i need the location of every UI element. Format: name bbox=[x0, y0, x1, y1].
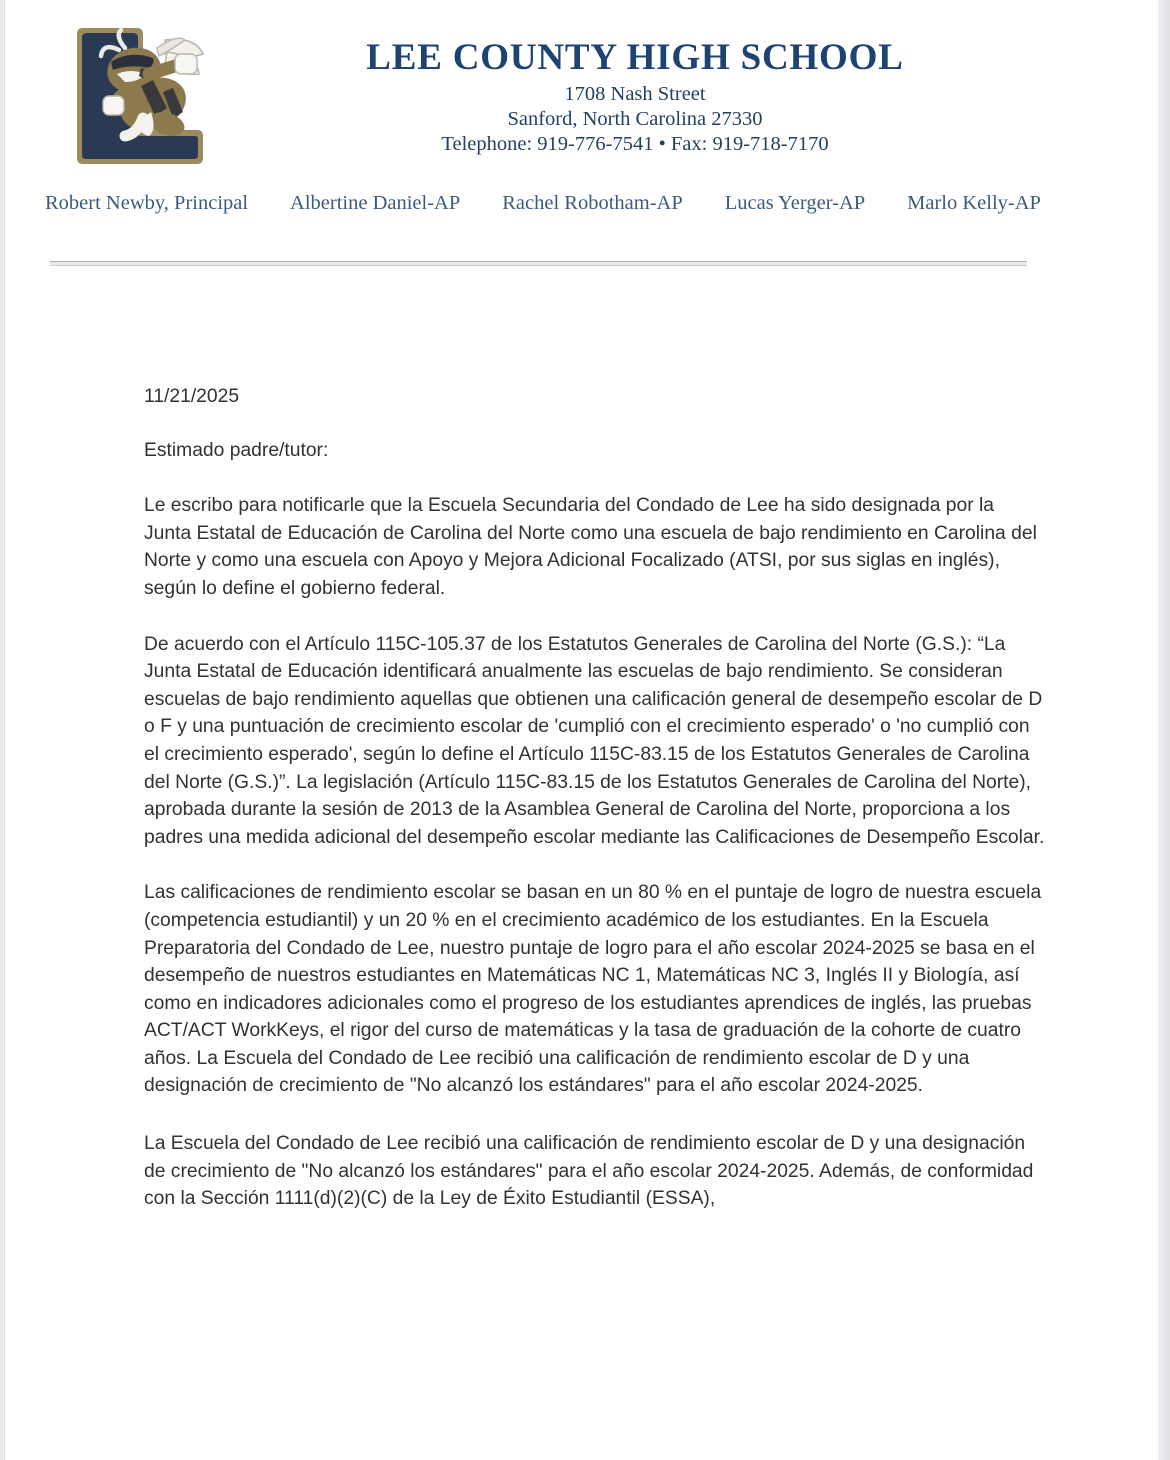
letter-paragraph-2: De acuerdo con el Artículo 115C-105.37 de los Estatutos Generales de Carolina del Norte (G.S.): “La Junta Estatal de Educación identificará anualmente las escuelas de bajo rendimiento. Se consideran escuelas de bajo rendimiento aquellas que obtienen una calificación general de desempeño escolar de D o F y una puntuación de crecimiento escolar de 'cumplió con el crecimiento esperado' o 'no cumplió con el crecimiento esperado', según lo define el Artículo 115C-83.15 de los Estatutos Generales de Carolina del Norte (G.S.)”. La legislación (Artículo 115C-83.15 de los Estatutos Generales de Carolina del Norte), aprobada durante la sesión de 2013 de la Asamblea General de Carolina del Norte, proporciona a los padres una medida adicional del desempeño escolar mediante las Calificaciones de Desempeño Escolar. bbox=[144, 633, 1045, 848]
administrators-row bbox=[43, 192, 1043, 215]
administrator-ap-4: Marlo Kelly-AP bbox=[907, 192, 1041, 214]
administrator-ap-2: Rachel Robotham-AP bbox=[502, 192, 683, 214]
school-name: LEE COUNTY HIGH SCHOOL bbox=[366, 37, 904, 78]
page-right-edge bbox=[1158, 0, 1170, 1460]
letter-paragraph-4: La Escuela del Condado de Lee recibió una calificación de rendimiento escolar de D y una designación de crecimiento de "No alcanzó los estándares" para el año escolar 2024-2025. Además, de conformidad con la Sección 1111(d)(2)(C) de la Ley de Éxito Estudiantil (ESSA), bbox=[144, 1133, 1034, 1210]
school-identity bbox=[235, 38, 1035, 157]
school-logo bbox=[45, 12, 225, 177]
administrator-ap-3: Lucas Yerger-AP bbox=[724, 192, 866, 214]
letterhead bbox=[5, 0, 1158, 185]
letterhead-divider bbox=[50, 261, 1027, 266]
letter-paragraph-3: Las calificaciones de rendimiento escolar se basan en un 80 % en el puntaje de logro de nuestra escuela (competencia estudiantil) y un 20 % en el crecimiento académico de los estudiantes. En la Escuela Preparatoria del Condado de Lee, nuestro puntaje de logro para el año escolar 2024-2025 se basa en el desempeño de nuestros estudiantes en Matemáticas NC 1, Matemáticas NC 3, Inglés II y Biología, así como en indicadores adicionales como el progreso de los estudiantes aprendices de inglés, las pruebas ACT/ACT WorkKeys, el rigor del curso de matemáticas y la tasa de graduación de la cohorte de cuatro años. La Escuela del Condado de Lee recibió una calificación de rendimiento escolar de D y una designación de crecimiento de "No alcanzó los estándares" para el año escolar 2024-2025. bbox=[144, 882, 1042, 1097]
letter-salutation: Estimado padre/tutor: bbox=[144, 439, 329, 461]
letter-date: 11/21/2025 bbox=[144, 386, 240, 407]
address-line-1: 1708 Nash Street bbox=[564, 82, 706, 105]
letter-body bbox=[144, 383, 1046, 1241]
letter-paragraph-1: Le escribo para notificarle que la Escuela Secundaria del Condado de Lee ha sido designada por la Junta Estatal de Educación de Carolina del Norte como una escuela de bajo rendimiento en Carolina del Norte y como una escuela con Apoyo y Mejora Adicional Focalizado (ATSI, por sus siglas en inglés), según lo define el gobierno federal. bbox=[144, 495, 1037, 599]
letter-page bbox=[5, 0, 1158, 1460]
administrator-ap-1: Albertine Daniel-AP bbox=[290, 192, 461, 214]
address-line-2: Sanford, North Carolina 27330 bbox=[507, 108, 763, 131]
administrator-principal: Robert Newby, Principal bbox=[45, 192, 249, 214]
contact-line: Telephone: 919-776-7541 • Fax: 919-718-7170 bbox=[441, 133, 829, 156]
